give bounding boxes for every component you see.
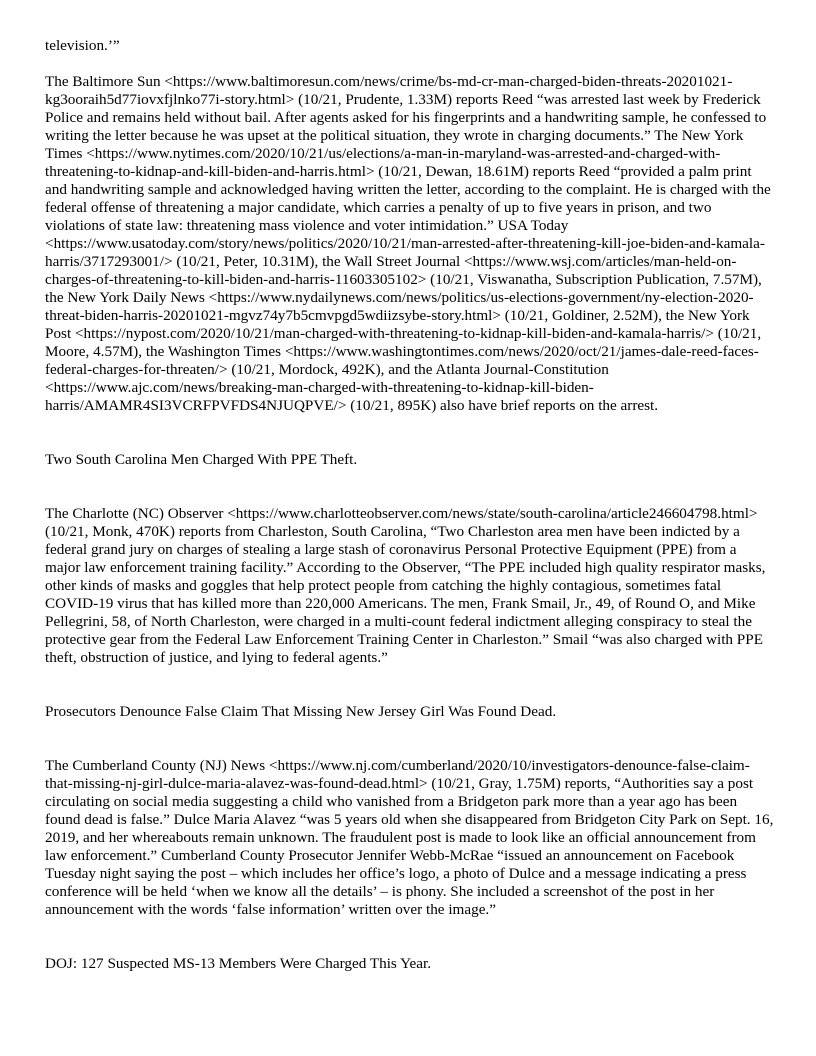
paragraph-continuation: television.’”	[45, 37, 120, 54]
spacer	[45, 469, 775, 505]
spacer	[45, 415, 775, 451]
heading-missing-girl: Prosecutors Denounce False Claim That Missing New Jersey Girl Was Found Dead.	[45, 703, 557, 720]
paragraph-cumberland-news: The Cumberland County (NJ) News <https://www.nj.com/cumberland/2020/10/investigators-denounce-false-claim-that-missing-nj-girl-dulce-maria-alavez-was-found-dead.html> (10/21, Gray, 1.75M) reports, “Authorities say a post circulating on social media suggesting a child who vanished from a Bridgeton park more than a year ago has been found dead is false.” Dulce Maria Alavez “was 5 years old when she disappeared from Bridgeton City Park on Sept. 16, 2019, and her whereabouts remain unknown. The fraudulent post is made to look like an official announcement from law enforcement.” Cumberland County Prosecutor Jennifer Webb-McRae “issued an announcement on Facebook Tuesday night saying the post – which includes her office’s logo, a photo of Dulce and a message indicating a press conference will be held ‘when we know all the details’ – is phony. She included a screenshot of the post in her announcement with the words ‘false information’ written over the image.”	[45, 757, 774, 918]
heading-ms13: DOJ: 127 Suspected MS-13 Members Were Charged This Year.	[45, 955, 432, 972]
heading-ppe-theft: Two South Carolina Men Charged With PPE Theft.	[45, 451, 358, 468]
spacer	[45, 721, 775, 757]
paragraph-baltimore-sun: The Baltimore Sun <https://www.baltimoresun.com/news/crime/bs-md-cr-man-charged-biden-threats-20201021-kg3ooraih5d77iovxfjlnko77i-story.html> (10/21, Prudente, 1.33M) reports Reed “was arrested last week by Frederick Police and remains held without bail. After agents asked for his fingerprints and a handwriting sample, he confessed to writing the letter because he was upset at the political situation, they wrote in charging documents.” The New York Times <https://www.nytimes.com/2020/10/21/us/elections/a-man-in-maryland-was-arrested-and-charged-with-threatening-to-kidnap-and-kill-biden-and-harris.html> (10/21, Dewan, 18.61M) reports Reed “provided a palm print and handwriting sample and acknowledged having written the letter, according to the complaint. He is charged with the federal offense of threatening a major candidate, which carries a penalty of up to five years in prison, and two violations of state law: threatening mass violence and voter intimidation.” USA Today <https://www.usatoday.com/story/news/politics/2020/10/21/man-arrested-after-threatening-kill-joe-biden-and-kamala-harris/3717293001/> (10/21, Peter, 10.31M), the Wall Street Journal <https://www.wsj.com/articles/man-held-on-charges-of-threatening-to-kill-biden-and-harris-11603305102> (10/21, Viswanatha, Subscription Publication, 7.57M), the New York Daily News <https://www.nydailynews.com/news/politics/us-elections-government/ny-election-2020-threat-biden-harris-20201021-mgvz74y7b5cmvpgd5wdiizsybe-story.html> (10/21, Goldiner, 2.52M), the New York Post <https://nypost.com/2020/10/21/man-charged-with-threatening-to-kidnap-kill-biden-and-kamala-harris/> (10/21, Moore, 4.57M), the Washington Times <https://www.washingtontimes.com/news/2020/oct/21/james-dale-reed-faces-federal-charges-for-threaten/> (10/21, Mordock, 492K), and the Atlanta Journal-Constitution <https://www.ajc.com/news/breaking-man-charged-with-threatening-to-kidnap-kill-biden-harris/AMAMR4SI3VCRFPVFDS4NJUQPVE/> (10/21, 895K) also have brief reports on the arrest.	[45, 73, 771, 414]
spacer	[45, 667, 775, 703]
spacer	[45, 55, 775, 73]
spacer	[45, 919, 775, 955]
document-page	[45, 37, 775, 973]
paragraph-charlotte-observer: The Charlotte (NC) Observer <https://www.charlotteobserver.com/news/state/south-carolina/article246604798.html> (10/21, Monk, 470K) reports from Charleston, South Carolina, “Two Charleston area men have been indicted by a federal grand jury on charges of stealing a large stash of coronavirus Personal Protective Equipment (PPE) from a major law enforcement training facility.” According to the Observer, “The PPE included high quality respirator masks, other kinds of masks and goggles that help protect people from catching the highly contagious, sometimes fatal COVID-19 virus that has killed more than 220,000 Americans. The men, Frank Smail, Jr., 49, of Round O, and Mike Pellegrini, 58, of North Charleston, were charged in a multi-count federal indictment alleging conspiracy to steal the protective gear from the Federal Law Enforcement Training Center in Charleston.” Smail “was also charged with PPE theft, obstruction of justice, and lying to federal agents.”	[45, 505, 766, 666]
